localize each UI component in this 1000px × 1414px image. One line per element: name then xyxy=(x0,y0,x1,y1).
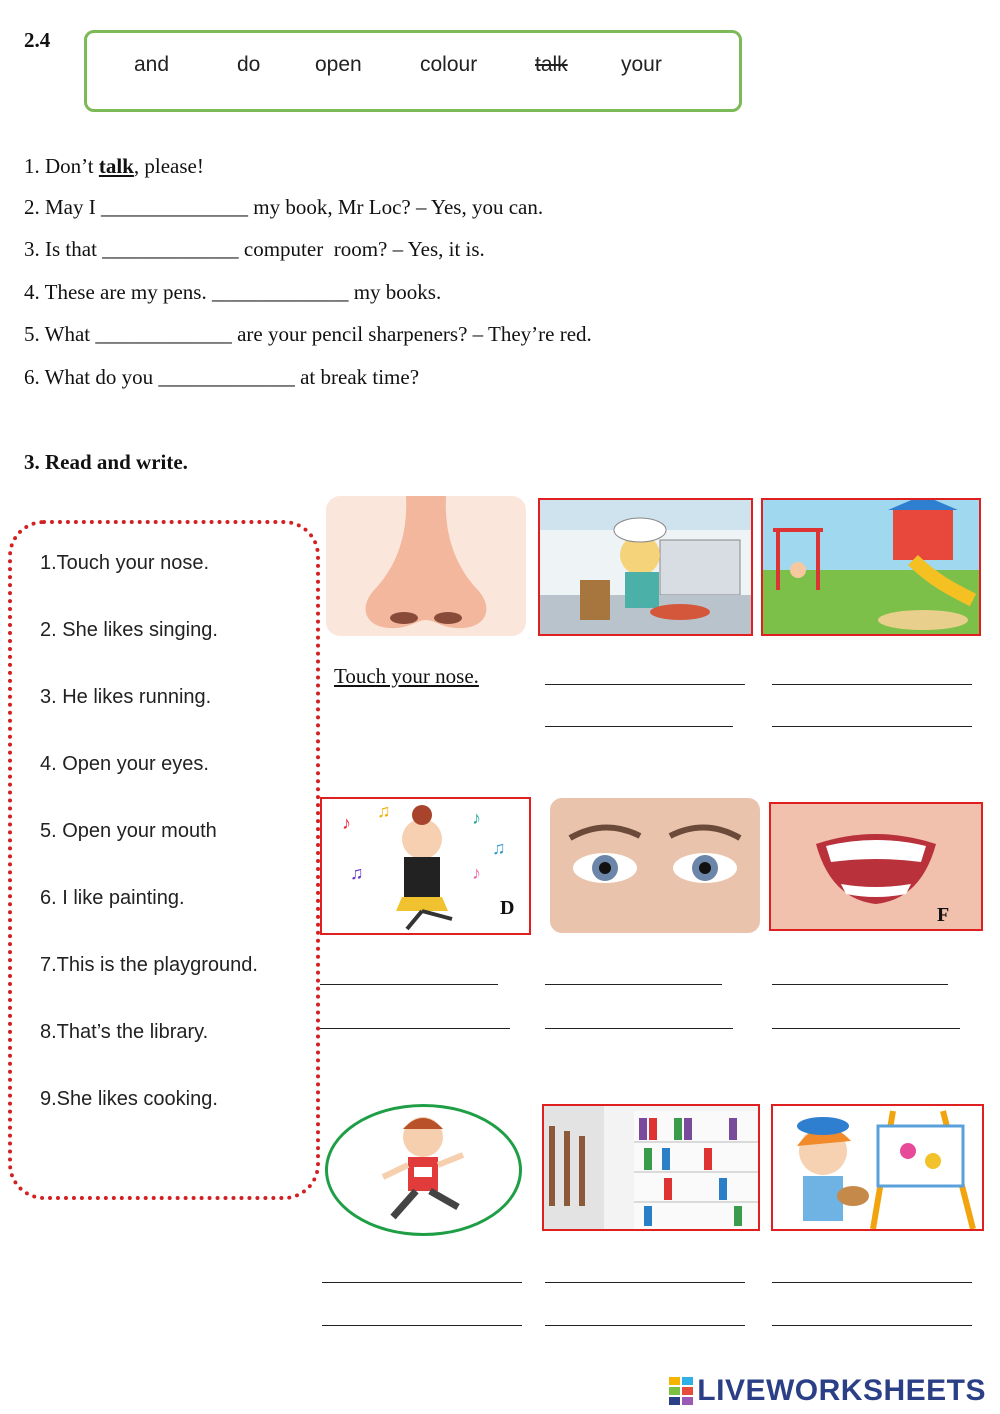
svg-text:♪: ♪ xyxy=(472,863,481,883)
svg-text:♫: ♫ xyxy=(377,801,391,821)
word-bank-item: and xyxy=(134,53,170,76)
word-bank-item: colour xyxy=(420,53,478,76)
logo-icon xyxy=(669,1377,693,1405)
logo-text: LIVEWORKSHEETS xyxy=(697,1374,986,1407)
answer-line[interactable] xyxy=(322,1325,522,1326)
sentence-5[interactable]: 5. What _____________ are your pencil sharpeners? – They’re red. xyxy=(24,322,592,346)
answer-line[interactable] xyxy=(545,1282,745,1283)
playground-picture xyxy=(761,498,981,636)
eyes-picture xyxy=(550,798,760,933)
word-bank-item: open xyxy=(315,53,362,76)
library-picture xyxy=(542,1104,760,1231)
section-number: 2.4 xyxy=(24,28,51,52)
answer-line[interactable] xyxy=(545,1325,745,1326)
list-item: 3. He likes running. xyxy=(40,686,212,708)
svg-text:♪: ♪ xyxy=(472,808,481,828)
task-title: 3. Read and write. xyxy=(24,450,188,474)
liveworksheets-logo xyxy=(669,1374,986,1408)
svg-text:♫: ♫ xyxy=(492,838,506,858)
sentence-4[interactable]: 4. These are my pens. _____________ my books. xyxy=(24,280,442,304)
list-item: 7.This is the playground. xyxy=(40,954,258,976)
answer-line[interactable] xyxy=(545,984,722,985)
word-bank xyxy=(84,30,742,112)
picture-letter: F xyxy=(937,904,950,926)
singing-picture xyxy=(320,797,531,935)
answer-line[interactable] xyxy=(772,726,972,727)
picture-letter: D xyxy=(500,897,515,919)
word-bank-item-used: talk xyxy=(535,53,568,76)
running-picture xyxy=(325,1104,522,1236)
sentence-6[interactable]: 6. What do you _____________ at break time? xyxy=(24,365,420,389)
answer-line[interactable] xyxy=(545,684,745,685)
sentence-3[interactable]: 3. Is that _____________ computer room? – Yes, it is. xyxy=(24,237,485,261)
list-item: 5. Open your mouth xyxy=(40,820,217,842)
answer-talk: talk xyxy=(98,154,134,178)
answer-line[interactable] xyxy=(772,684,972,685)
answer-line[interactable] xyxy=(772,1028,960,1029)
painting-picture xyxy=(771,1104,984,1231)
sentence-1: 1. Don’t talk, please! xyxy=(24,154,204,178)
list-item: 9.She likes cooking. xyxy=(40,1088,218,1110)
list-item: 2. She likes singing. xyxy=(40,619,218,641)
answer-line[interactable] xyxy=(320,984,498,985)
list-item: 8.That’s the library. xyxy=(40,1021,209,1043)
list-item: 1.Touch your nose. xyxy=(40,552,209,574)
word-bank-item: your xyxy=(621,53,662,76)
cooking-picture xyxy=(538,498,753,636)
example-answer: Touch your nose. xyxy=(334,664,479,688)
svg-text:♪: ♪ xyxy=(342,813,351,833)
answer-line[interactable] xyxy=(545,726,733,727)
answer-line[interactable] xyxy=(772,984,948,985)
list-item: 6. I like painting. xyxy=(40,887,185,909)
answer-line[interactable] xyxy=(320,1028,510,1029)
nose-picture xyxy=(326,496,526,636)
svg-text:♫: ♫ xyxy=(350,863,364,883)
mouth-picture xyxy=(769,802,983,931)
answer-line[interactable] xyxy=(772,1282,972,1283)
list-item: 4. Open your eyes. xyxy=(40,753,209,775)
answer-line[interactable] xyxy=(545,1028,733,1029)
word-bank-item: do xyxy=(237,53,261,76)
answer-line[interactable] xyxy=(322,1282,522,1283)
sentence-2[interactable]: 2. May I ______________ my book, Mr Loc? – Yes, you can. xyxy=(24,195,544,219)
answer-line[interactable] xyxy=(772,1325,972,1326)
